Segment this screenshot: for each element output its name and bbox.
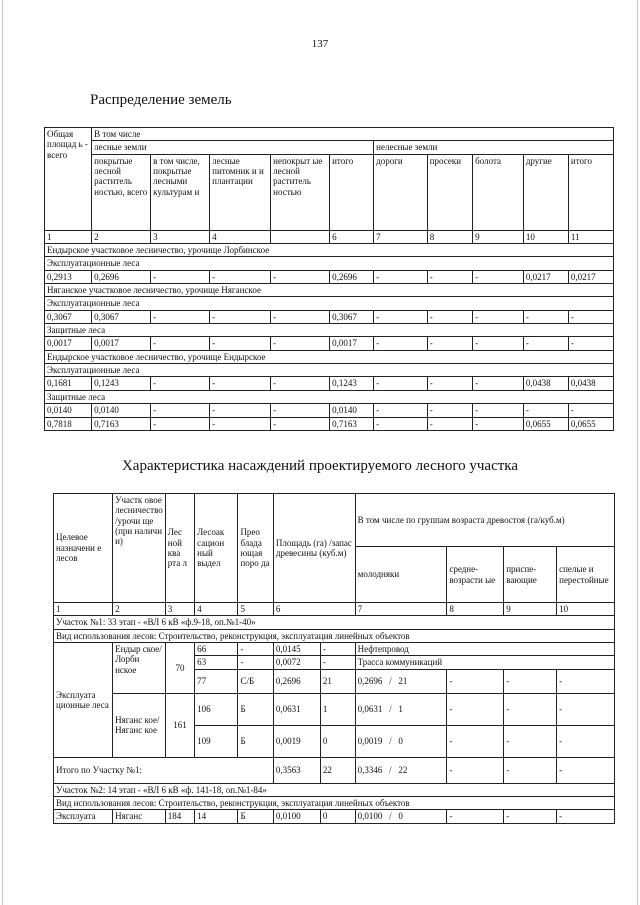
forestry-cell: Няганс (113, 810, 166, 823)
table-cell: - (271, 404, 330, 417)
young-cell: 0,0100 / 0 (355, 810, 447, 823)
col-header: итого (568, 154, 613, 230)
table-cell: 0,7163 (92, 417, 151, 430)
table-cell: - (271, 417, 330, 430)
ripe-cell: - (557, 669, 615, 693)
table-cell: - (151, 404, 210, 417)
table-cell: - (210, 377, 271, 390)
ripe-cell: - (557, 757, 615, 783)
section-label: Эксплуатационные леса (45, 257, 614, 270)
table-cell: - (210, 270, 271, 283)
column-number-row (45, 230, 614, 243)
middle-cell: - (447, 669, 504, 693)
middle-cell: - (447, 693, 504, 725)
area-cell: 0,0072 (273, 656, 320, 669)
header-row (45, 128, 614, 141)
table-cell: 0,0438 (523, 377, 568, 390)
col-num: 3 (165, 603, 194, 616)
ripe-cell: - (557, 693, 615, 725)
table-row (45, 404, 614, 417)
col-header: другие (523, 154, 568, 230)
young-cell: 0,0631 / 1 (355, 693, 447, 725)
species-cell: - (238, 656, 273, 669)
col-num: 6 (330, 230, 374, 243)
young-cell: 0,3346 / 22 (355, 757, 447, 783)
quarter-cell: 184 (165, 810, 194, 823)
section-cell: 106 (195, 693, 238, 725)
section-cell: 109 (195, 725, 238, 757)
ripening-cell: - (504, 757, 557, 783)
table-cell: 0,0217 (523, 270, 568, 283)
section-cell: 77 (195, 669, 238, 693)
col-num: 3 (151, 230, 210, 243)
col-total: Общая площад ь - всего (45, 128, 92, 231)
col-header: лесные питомник и и плантации (210, 154, 271, 230)
table-cell: 0,2696 (330, 270, 374, 283)
table-cell: - (210, 337, 271, 350)
total-label: Итого по Участку №1: (54, 757, 274, 783)
land-distribution-table (44, 127, 614, 431)
species-cell: Б (238, 810, 273, 823)
forestry-cell: Ендыр ское/ Лорби нское (113, 643, 166, 694)
col-num: 8 (427, 230, 472, 243)
section-cell: 14 (195, 810, 238, 823)
table-cell: - (427, 310, 472, 323)
table-cell: - (210, 404, 271, 417)
col-num: 1 (45, 230, 92, 243)
note-cell: Трасса коммуникаций (355, 656, 614, 669)
young-cell: 0,2696 / 21 (355, 669, 447, 693)
species-cell: - (238, 643, 273, 656)
table-cell: 0,0140 (92, 404, 151, 417)
area-cell: 0,0100 (273, 810, 320, 823)
ripening-cell: - (504, 693, 557, 725)
ripe-cell: - (557, 725, 615, 757)
forest-use-label: Вид использования лесов: Строительство, реконструкция, эксплуатация линейных объектов (54, 629, 615, 642)
col-nonforest-land: нелесные земли (374, 141, 614, 154)
middle-cell: - (447, 810, 504, 823)
section-label: Няганское участковое лесничество, урочище Няганское (45, 284, 614, 297)
table-cell: - (374, 337, 428, 350)
scan-edge-right (637, 0, 638, 905)
species-cell: С/Б (238, 669, 273, 693)
table-row (45, 310, 614, 323)
area-cell: 0,0019 (273, 725, 320, 757)
table-cell: 0,1681 (45, 377, 92, 390)
col-num: 2 (92, 230, 151, 243)
table-cell: - (374, 270, 428, 283)
species-cell: Б (238, 725, 273, 757)
area-cell: 0,0145 (273, 643, 320, 656)
table-cell: - (271, 310, 330, 323)
table-cell: - (151, 377, 210, 390)
table-cell: 0,0655 (523, 417, 568, 430)
table-cell: 0,3067 (45, 310, 92, 323)
column-number-row (54, 603, 615, 616)
section-label: Защитные леса (45, 390, 614, 403)
col-age-groups: В том числе по группам возраста древостоя (га/куб.м) (355, 494, 614, 547)
table-cell: 0,0217 (568, 270, 613, 283)
table-cell: - (473, 337, 524, 350)
table-cell: - (523, 337, 568, 350)
note-cell: Нефтепровод (355, 643, 614, 656)
section-cell: 66 (195, 643, 238, 656)
col-header: покрытые лесной раститель ностью, всего (92, 154, 151, 230)
species-cell: Б (238, 693, 273, 725)
table-row (45, 417, 614, 430)
table-cell: 0,0140 (330, 404, 374, 417)
table-cell: 0,0438 (568, 377, 613, 390)
table-cell: 0,0140 (45, 404, 92, 417)
col-num: 8 (447, 603, 504, 616)
table-cell: - (473, 270, 524, 283)
table-cell: - (568, 310, 613, 323)
table-cell: - (271, 270, 330, 283)
table-row (45, 337, 614, 350)
section-cell: 63 (195, 656, 238, 669)
table-cell: - (427, 377, 472, 390)
col-header: итого (330, 154, 374, 230)
table-cell: - (473, 377, 524, 390)
section-label: Защитные леса (45, 324, 614, 337)
table-cell: - (151, 337, 210, 350)
table-cell: - (374, 377, 428, 390)
col-ripe: спелые и перестойные (557, 547, 615, 603)
plot-label: Участок №2: 14 этап - «ВЛ 6 кВ «ф. 141-18, оп.№1-84» (54, 783, 615, 796)
col-section: Лесоак сацион ный выдел (195, 494, 238, 603)
forestry-cell: Няганс кое/ Няганс кое (113, 693, 166, 757)
section-label: Эксплуатационные леса (45, 364, 614, 377)
col-num: 11 (568, 230, 613, 243)
header-row (45, 154, 614, 230)
col-num: 10 (523, 230, 568, 243)
table-cell: - (210, 310, 271, 323)
section-label: Ендырское участковое лесничество, урочище Ендырское (45, 350, 614, 363)
table-cell: - (427, 270, 472, 283)
volume-cell: 22 (320, 757, 355, 783)
total-row (54, 757, 615, 783)
col-num (271, 230, 330, 243)
table-cell: - (473, 417, 524, 430)
col-num: 6 (273, 603, 355, 616)
volume-cell: - (320, 643, 355, 656)
col-num: 4 (210, 230, 271, 243)
header-row (54, 494, 615, 547)
volume-cell: - (320, 656, 355, 669)
col-header: непокрыт ые лесной раститель ностью (271, 154, 330, 230)
table-row (54, 643, 615, 656)
table-cell: 0,1243 (92, 377, 151, 390)
col-area: Участк овое лесничество /урочи ще (при наличи и) (113, 494, 166, 603)
col-species: Прео блада ющая поро да (238, 494, 273, 603)
table-cell: - (151, 270, 210, 283)
ripe-cell: - (557, 810, 615, 823)
table-cell: - (271, 377, 330, 390)
col-volume: Площадь (га) /запас древесины (куб.м) (273, 494, 355, 603)
table-cell: 0,2696 (92, 270, 151, 283)
table-cell: - (271, 337, 330, 350)
section-label: Эксплуатационные леса (45, 297, 614, 310)
col-header: в том числе, покрытые лесными культурам и (151, 154, 210, 230)
land-distribution-heading: Распределение земель (90, 92, 232, 108)
col-num: 10 (557, 603, 615, 616)
table-cell: 0,7818 (45, 417, 92, 430)
table-cell: 0,0017 (45, 337, 92, 350)
table-cell: - (427, 404, 472, 417)
table-cell: 0,3067 (92, 310, 151, 323)
table-cell: - (151, 310, 210, 323)
volume-cell: 0 (320, 810, 355, 823)
table-cell: - (523, 310, 568, 323)
col-ripening: приспе-вающие (504, 547, 557, 603)
table-cell: - (210, 417, 271, 430)
quarter-cell: 161 (165, 693, 194, 757)
col-quarter: Лес ной ква рта л (165, 494, 194, 603)
table-cell: 0,3067 (330, 310, 374, 323)
page-number: 137 (311, 38, 329, 50)
col-num: 5 (238, 603, 273, 616)
table-cell: - (151, 417, 210, 430)
col-header: просеки (427, 154, 472, 230)
purpose-cell: Эксплуата ционные леса (54, 643, 113, 758)
table-cell: - (568, 337, 613, 350)
middle-cell: - (447, 725, 504, 757)
table-cell: 0,0017 (92, 337, 151, 350)
col-num: 9 (504, 603, 557, 616)
scan-edge-left (2, 0, 3, 905)
col-num: 4 (195, 603, 238, 616)
col-num: 2 (113, 603, 166, 616)
col-num: 7 (355, 603, 447, 616)
col-including: В том числе (92, 128, 614, 141)
table-cell: 0,2913 (45, 270, 92, 283)
table-cell: 0,7163 (330, 417, 374, 430)
middle-cell: - (447, 757, 504, 783)
volume-cell: 0 (320, 725, 355, 757)
col-middle: средне-возрасти ые (447, 547, 504, 603)
area-cell: 0,3563 (273, 757, 320, 783)
table-cell: - (473, 404, 524, 417)
header-row (45, 141, 614, 154)
table-cell: 0,0655 (568, 417, 613, 430)
table-cell: - (374, 310, 428, 323)
table-cell: 0,0017 (330, 337, 374, 350)
col-num: 9 (473, 230, 524, 243)
young-cell: 0,0019 / 0 (355, 725, 447, 757)
table-cell: - (427, 417, 472, 430)
area-cell: 0,0631 (273, 693, 320, 725)
ripening-cell: - (504, 810, 557, 823)
col-header: болота (473, 154, 524, 230)
quarter-cell: 70 (165, 643, 194, 694)
section-label: Ендырское участковое лесничество, урочище Лорбинское (45, 244, 614, 257)
col-num: 1 (54, 603, 113, 616)
col-young: молодняки (355, 547, 447, 603)
table-cell: - (523, 404, 568, 417)
purpose-cell: Эксплуата (54, 810, 113, 823)
col-purpose: Целевое назначени е лесов (54, 494, 113, 603)
stand-characteristics-heading: Характеристика насаждений проектируемого лесного участка (121, 458, 519, 474)
stand-characteristics-table (53, 493, 615, 824)
volume-cell: 21 (320, 669, 355, 693)
table-row (54, 693, 615, 725)
table-row (45, 270, 614, 283)
table-cell: - (427, 337, 472, 350)
table-cell: - (473, 310, 524, 323)
area-cell: 0,2696 (273, 669, 320, 693)
forest-use-label: Вид использования лесов: Строительство, реконструкция, эксплуатация линейных объектов (54, 797, 615, 810)
ripening-cell: - (504, 669, 557, 693)
table-cell: - (374, 417, 428, 430)
table-cell: - (374, 404, 428, 417)
plot-label: Участок №1: 33 этап - «ВЛ 6 кВ «ф.9-18, оп.№1-40» (54, 616, 615, 629)
table-cell: 0,1243 (330, 377, 374, 390)
volume-cell: 1 (320, 693, 355, 725)
table-row (45, 377, 614, 390)
ripening-cell: - (504, 725, 557, 757)
table-row (54, 810, 615, 823)
table-cell: - (568, 404, 613, 417)
col-num: 7 (374, 230, 428, 243)
col-forest-land: лесные земли (92, 141, 374, 154)
col-header: дороги (374, 154, 428, 230)
